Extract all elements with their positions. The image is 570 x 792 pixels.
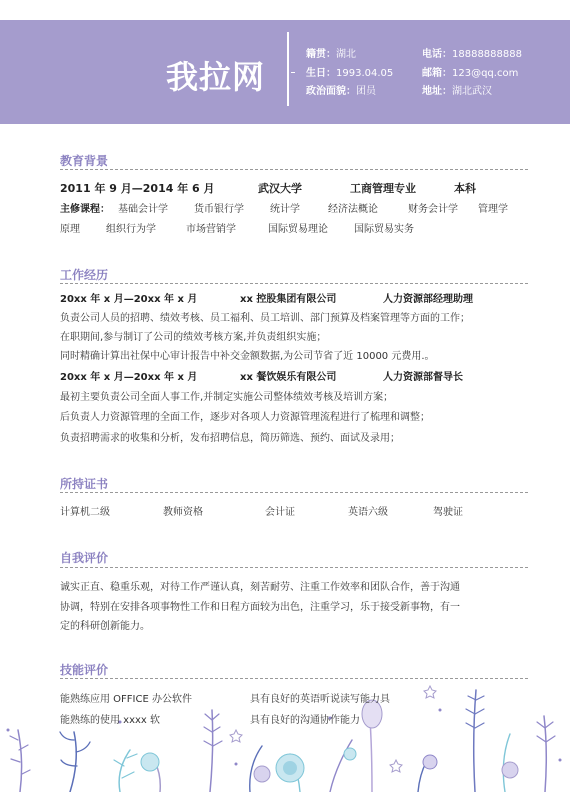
skill-item: 能熟练的使用 xxxx 软	[60, 715, 161, 726]
job-duty-line: 负责招聘需求的收集和分析，发布招聘信息，简历筛选、预约、面试及录用；	[60, 433, 400, 444]
certificate-item: 驾驶证	[433, 507, 463, 518]
edu-major: 工商管理专业	[350, 182, 416, 195]
job-position: 人力资源部督导长	[383, 372, 463, 383]
course-item: 国际贸易理论	[268, 224, 328, 235]
skill-item: 具有良好的沟通协作能力	[250, 715, 360, 726]
info-birthday: 生日：1993.04.05	[306, 68, 394, 79]
job-duty-line: 同时精确计算出社保中心审计报告中补交金额数据,为公司节省了近 10000 元费用.。	[60, 351, 435, 362]
section-title-certificates: 所持证书	[60, 477, 109, 491]
job-duty-line: 在职期间,参与制订了公司的绩效考核方案,并负责组织实施；	[60, 332, 327, 343]
course-item: 国际贸易实务	[354, 224, 414, 235]
section-title-education: 教育背景	[60, 154, 109, 168]
job-duty-line: 后负责人力资源管理的全面工作，逐步对各项人力资源管理流程进行了梳理和调整；	[60, 412, 430, 423]
job-period: 20xx 年 x 月—20xx 年 x 月	[60, 372, 198, 383]
certificate-item: 计算机二级	[60, 507, 110, 518]
course-item: 基础会计学	[118, 204, 168, 215]
self-eval-line: 协调，特别在安排各项事物性工作和日程方面较为出色，注重学习，乐于接受新事物，有一	[60, 602, 460, 613]
skill-item: 能熟练应用 OFFICE 办公软件	[60, 694, 192, 705]
section-title-skills: 技能评价	[60, 663, 109, 677]
edu-school: 武汉大学	[258, 182, 302, 195]
course-item: 财务会计学	[408, 204, 458, 215]
section-divider	[60, 678, 528, 679]
job-period: 20xx 年 x 月—20xx 年 x 月	[60, 294, 198, 305]
section-divider	[60, 492, 528, 493]
info-email: 邮箱：123@qq.com	[422, 68, 519, 79]
course-item: 统计学	[270, 204, 300, 215]
header-divider	[287, 32, 289, 106]
course-item: 市场营销学	[186, 224, 236, 235]
info-address: 地址：湖北武汉	[422, 86, 492, 97]
section-title-work: 工作经历	[60, 268, 109, 282]
job-duty-line: 最初主要负责公司全面人事工作,并制定实施公司整体绩效考核及培训方案；	[60, 392, 394, 403]
job-company: xx 控股集团有限公司	[240, 294, 337, 305]
floral-decoration	[0, 670, 570, 792]
course-item: 原理	[60, 224, 80, 235]
edu-period: 2011 年 9 月—2014 年 6 月	[60, 182, 215, 195]
info-phone: 电话：18888888888	[422, 49, 522, 60]
info-political: 政治面貌：团员	[306, 86, 376, 97]
resume-name: 我拉网	[166, 58, 266, 96]
info-origin: 籍贯：湖北	[306, 49, 356, 60]
certificate-item: 英语六级	[348, 507, 388, 518]
course-item: 组织行为学	[106, 224, 156, 235]
courses-label: 主修课程：	[60, 204, 110, 215]
section-title-self-evaluation: 自我评价	[60, 551, 109, 565]
edu-degree: 本科	[454, 182, 476, 195]
header-banner	[0, 20, 570, 124]
course-item: 经济法概论	[328, 204, 378, 215]
self-eval-line: 定的科研创新能力。	[60, 621, 150, 632]
course-item: 货币银行学	[194, 204, 244, 215]
section-divider	[60, 567, 528, 568]
job-duty-line: 负责公司人员的招聘、绩效考核、员工福利、员工培训、部门预算及档案管理等方面的工作；	[60, 313, 470, 324]
course-item: 管理学	[478, 204, 508, 215]
job-position: 人力资源部经理助理	[383, 294, 473, 305]
self-eval-line: 诚实正直、稳重乐观，对待工作严谨认真，刻苦耐劳、注重工作效率和团队合作，善于沟通	[60, 582, 460, 593]
header-dash	[291, 72, 295, 73]
job-company: xx 餐饮娱乐有限公司	[240, 372, 337, 383]
certificate-item: 会计证	[265, 507, 295, 518]
skill-item: 具有良好的英语听说读写能力具	[250, 694, 390, 705]
section-divider	[60, 283, 528, 284]
section-divider	[60, 169, 528, 170]
certificate-item: 教师资格	[163, 507, 203, 518]
